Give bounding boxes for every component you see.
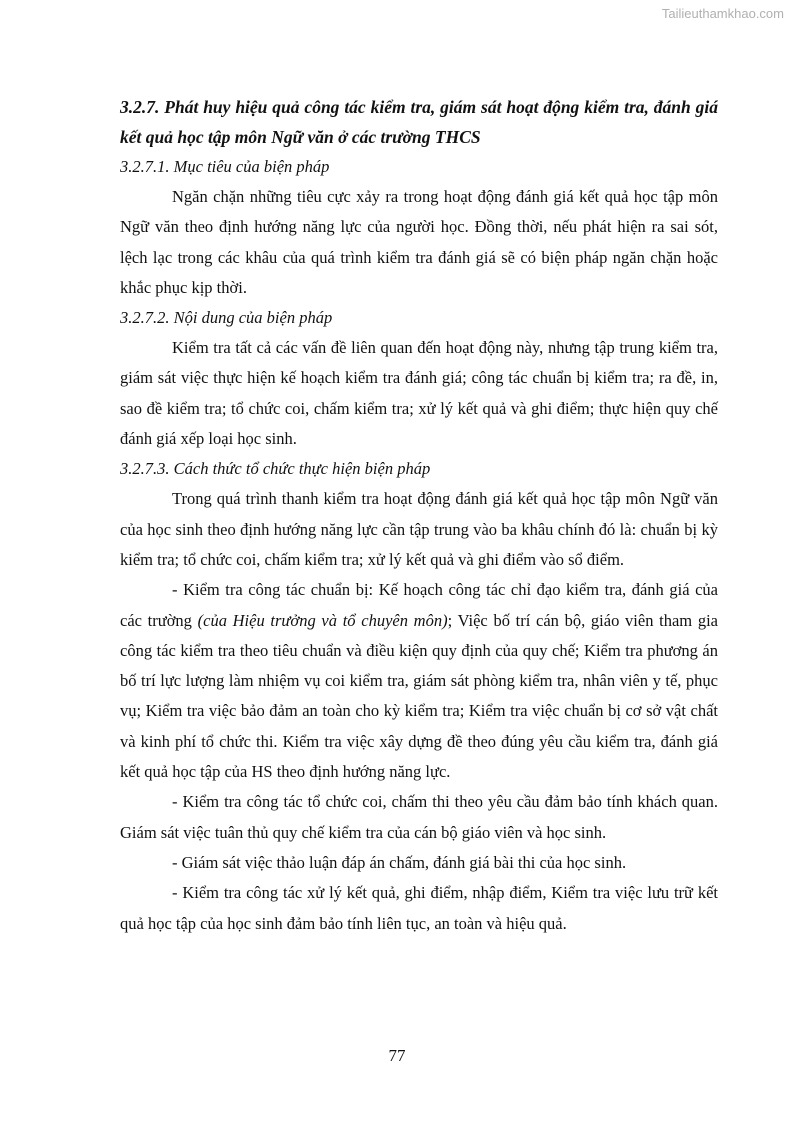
document-body [120, 92, 718, 939]
paragraph: - Kiểm tra công tác tổ chức coi, chấm thi theo yêu cầu đảm bảo tính khách quan. Giám sát việc tuân thủ quy chế kiểm tra của cán bộ giáo viên và học sinh. [120, 792, 718, 842]
paragraph [120, 575, 718, 787]
paragraph: Kiểm tra tất cả các vấn đề liên quan đến hoạt động này, nhưng tập trung kiểm tra, giám sát việc thực hiện kế hoạch kiểm tra đánh giá; công tác chuẩn bị kiểm tra; ra đề, in, sao đề kiểm tra; tổ chức coi, chấm kiểm tra; xử lý kết quả và ghi điểm; thực hiện quy chế đánh giá xếp loại học sinh. [120, 338, 718, 449]
paragraph: Trong quá trình thanh kiểm tra hoạt động đánh giá kết quả học tập môn Ngữ văn của học sinh theo định hướng năng lực cần tập trung vào ba khâu chính đó là: chuẩn bị kỳ kiểm tra; tổ chức coi, chấm kiểm tra; xử lý kết quả và ghi điểm vào sổ điểm. [120, 489, 718, 569]
page-number: 77 [388, 1046, 406, 1065]
paragraph: Ngăn chặn những tiêu cực xảy ra trong hoạt động đánh giá kết quả học tập môn Ngữ văn theo định hướng năng lực của người học. Đồng thời, nếu phát hiện ra sai sót, lệch lạc trong các khâu của quá trình kiểm tra đánh giá sẽ có biện pháp ngăn chặn hoặc khắc phục kịp thời. [120, 187, 718, 297]
subsection-title-objective: 3.2.7.1. Mục tiêu của biện pháp [120, 157, 330, 176]
watermark: Tailieuthamkhao.com [661, 6, 784, 21]
paragraph: - Giám sát việc thảo luận đáp án chấm, đánh giá bài thi của học sinh. [172, 852, 627, 872]
italic-note: (của Hiệu trưởng và tổ chuyên môn) [197, 610, 448, 630]
paragraph-text: - Kiểm tra công tác chuẩn bị: Kế hoạch công tác chỉ đạo kiểm tra, đánh giá của các trường [120, 580, 718, 630]
paragraph-text: ; Việc bố trí cán bộ, giáo viên tham gia công tác kiểm tra theo tiêu chuẩn và điều kiện quy định của quy chế; Kiểm tra phương án bố trí lực lượng làm nhiệm vụ coi kiểm tra, giám sát phòng kiểm tra, nhân viên y tế, phục vụ; Kiểm tra việc bảo đảm an toàn cho kỳ kiểm tra; Kiểm tra việc chuẩn bị cơ sở vật chất và kinh phí tổ chức thi. Kiểm tra việc xây dựng đề theo đúng yêu cầu kiểm tra, đánh giá kết quả học tập của HS theo định hướng năng lực. [120, 610, 719, 782]
paragraph: - Kiểm tra công tác xử lý kết quả, ghi điểm, nhập điểm, Kiểm tra việc lưu trữ kết quả học tập của học sinh đảm bảo tính liên tục, an toàn và hiệu quả. [120, 883, 718, 933]
subsection-title-content: 3.2.7.2. Nội dung của biện pháp [120, 308, 333, 328]
subsection-title-method: 3.2.7.3. Cách thức tổ chức thực hiện biện pháp [120, 459, 431, 479]
section-heading: 3.2.7. Phát huy hiệu quả công tác kiểm tra, giám sát hoạt động kiểm tra, đánh giá kết quả học tập môn Ngữ văn ở các trường THCS [120, 97, 718, 147]
